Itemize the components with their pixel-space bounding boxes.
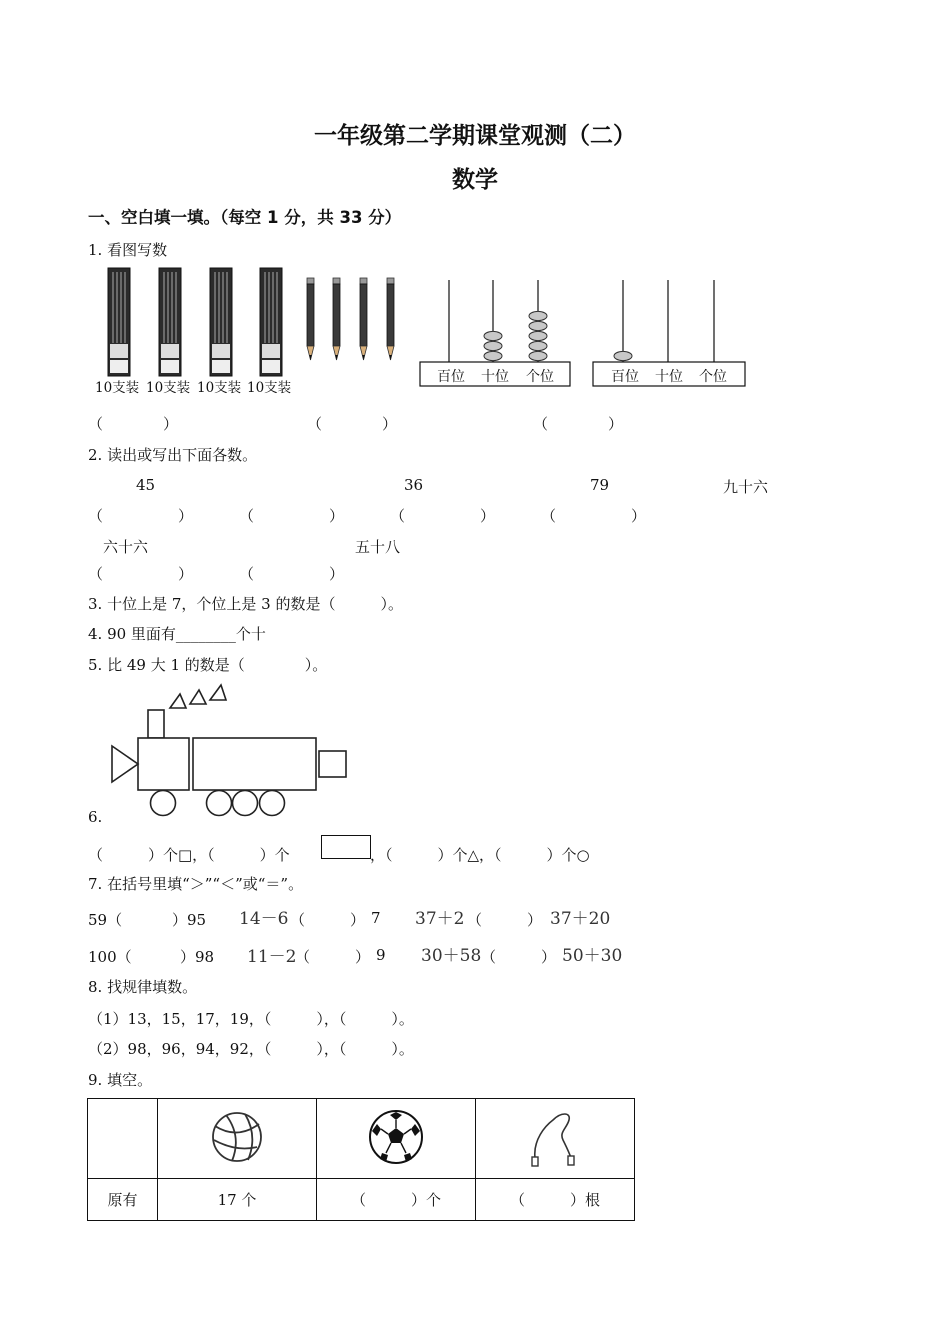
q2-blank-3[interactable]: （ ） (390, 507, 496, 525)
question-4: 4. 90 里面有________个十 (88, 625, 266, 643)
q1-answer-blank-1[interactable]: （ ） (88, 415, 179, 433)
q9-row-label: 原有 (88, 1179, 158, 1221)
train-wheel-1 (151, 791, 176, 816)
rectangle-shape-icon (321, 835, 371, 859)
question-9-stem: 9. 填空。 (88, 1071, 153, 1089)
q9-basketball-count: 17 个 (158, 1179, 317, 1221)
q7-r2-b-expr: 11－2 (247, 947, 297, 967)
pencil-pack-2 (159, 268, 181, 376)
q7-r1-c-blank[interactable]: （ ） (467, 911, 543, 929)
train-shapes-figure (100, 680, 360, 822)
train-chimney-square (148, 710, 164, 738)
q7-r1-b-blank[interactable]: （ ） (290, 911, 366, 929)
q7-r2-c-right: 50＋30 (562, 946, 623, 966)
q1-answer-blank-3[interactable]: （ ） (533, 415, 624, 433)
q7-r1-b-right: 7 (371, 909, 381, 927)
q7-r1-a-right: ）95 (172, 911, 207, 929)
q2-item-96-chinese: 九十六 (723, 478, 769, 496)
q2-blank-6[interactable]: （ ） (239, 565, 345, 583)
q7-r1-c-right: 37＋20 (550, 909, 611, 929)
single-pencil-2 (333, 278, 340, 360)
q2-item-79: 79 (590, 476, 610, 494)
q7-r2-b-blank[interactable]: （ ） (295, 948, 371, 966)
q7-r2-c-expr: 30＋58 (421, 946, 482, 966)
page-subtitle: 数学 (452, 167, 498, 193)
question-2-stem: 2. 读出或写出下面各数。 (88, 446, 258, 464)
abacus-2-label-hundreds: 百位 (611, 369, 639, 385)
pack-label-1: 10支装 (95, 380, 140, 396)
q2-blank-2[interactable]: （ ） (239, 507, 345, 525)
train-cab-square (138, 738, 189, 790)
question-6-part-1: （ ）个□，（ ）个 (88, 846, 290, 864)
q7-r2-b-right: 9 (376, 946, 386, 964)
single-pencil-3 (360, 278, 367, 360)
question-7-stem: 7. 在括号里填“＞”“＜”或“＝”。 (88, 875, 304, 893)
q9-basketball-cell (158, 1099, 317, 1179)
question-3: 3. 十位上是 7，个位上是 3 的数是（ ）。 (88, 595, 403, 613)
question-6-part-2: ，（ ）个△，（ ）个○ (370, 846, 590, 864)
q2-blank-1[interactable]: （ ） (88, 507, 194, 525)
abacus-2-label-ones: 个位 (699, 369, 727, 385)
train-wheel-3 (233, 791, 258, 816)
question-1-stem: 1. 看图写数 (88, 241, 168, 259)
q9-soccer-ball-cell (317, 1099, 476, 1179)
train-chimney-triangle-2 (190, 690, 206, 704)
soccer-ball-icon (368, 1109, 424, 1165)
q7-r2-a-right: ）98 (180, 948, 215, 966)
q9-jump-rope-cell (476, 1099, 635, 1179)
q7-r2-c-blank[interactable]: （ ） (481, 948, 557, 966)
pack-label-3: 10支装 (197, 380, 242, 396)
question-6-number: 6. (88, 808, 103, 826)
q2-item-58-chinese: 五十八 (355, 538, 401, 556)
q8-line-2: （2）98，96，94，92，（ ），（ ）。 (88, 1040, 414, 1058)
q7-r1-c-expr: 37＋2 (415, 909, 465, 929)
page-title: 一年级第二学期课堂观测（二） (314, 123, 636, 149)
q2-item-45: 45 (136, 476, 156, 494)
jump-rope-icon (525, 1106, 585, 1168)
train-body-rectangle (193, 738, 316, 790)
train-front-triangle (112, 746, 138, 782)
section-heading: 一、空白填一填。（每空 1 分，共 33 分） (88, 208, 402, 227)
q7-r1-b-expr: 14－6 (239, 909, 289, 929)
question-8-stem: 8. 找规律填数。 (88, 978, 198, 996)
q2-item-66-chinese: 六十六 (103, 538, 149, 556)
q9-jump-rope-blank[interactable]: （ ）根 (476, 1179, 635, 1221)
q7-r2-a-left: 100（ (88, 948, 132, 966)
train-wheel-2 (207, 791, 232, 816)
pencil-pack-4 (260, 268, 282, 376)
q7-r1-a-left: 59（ (88, 911, 123, 929)
question-5: 5. 比 49 大 1 的数是（ ）。 (88, 656, 328, 674)
abacus-1-label-tens: 十位 (481, 369, 509, 385)
q9-table (87, 1098, 635, 1221)
q2-item-36: 36 (404, 476, 424, 494)
pack-label-2: 10支装 (146, 380, 191, 396)
train-chimney-triangle-1 (170, 694, 186, 708)
train-back-square (319, 751, 346, 777)
q8-line-1: （1）13，15，17，19，（ ），（ ）。 (88, 1010, 414, 1028)
abacus-2-label-tens: 十位 (655, 369, 683, 385)
single-pencil-4 (387, 278, 394, 360)
basketball-icon (210, 1110, 264, 1164)
train-wheel-4 (260, 791, 285, 816)
q2-blank-4[interactable]: （ ） (541, 507, 647, 525)
train-chimney-triangle-3 (210, 685, 226, 700)
q9-corner-cell (88, 1099, 158, 1179)
pack-label-4: 10支装 (247, 380, 292, 396)
abacus-1-label-hundreds: 百位 (437, 369, 465, 385)
q1-answer-blank-2[interactable]: （ ） (307, 415, 398, 433)
pencil-pack-3 (210, 268, 232, 376)
q2-blank-5[interactable]: （ ） (88, 565, 194, 583)
single-pencil-1 (307, 278, 314, 360)
q9-soccer-ball-blank[interactable]: （ ）个 (317, 1179, 476, 1221)
abacus-1-label-ones: 个位 (526, 369, 554, 385)
pencil-pack-1 (108, 268, 130, 376)
